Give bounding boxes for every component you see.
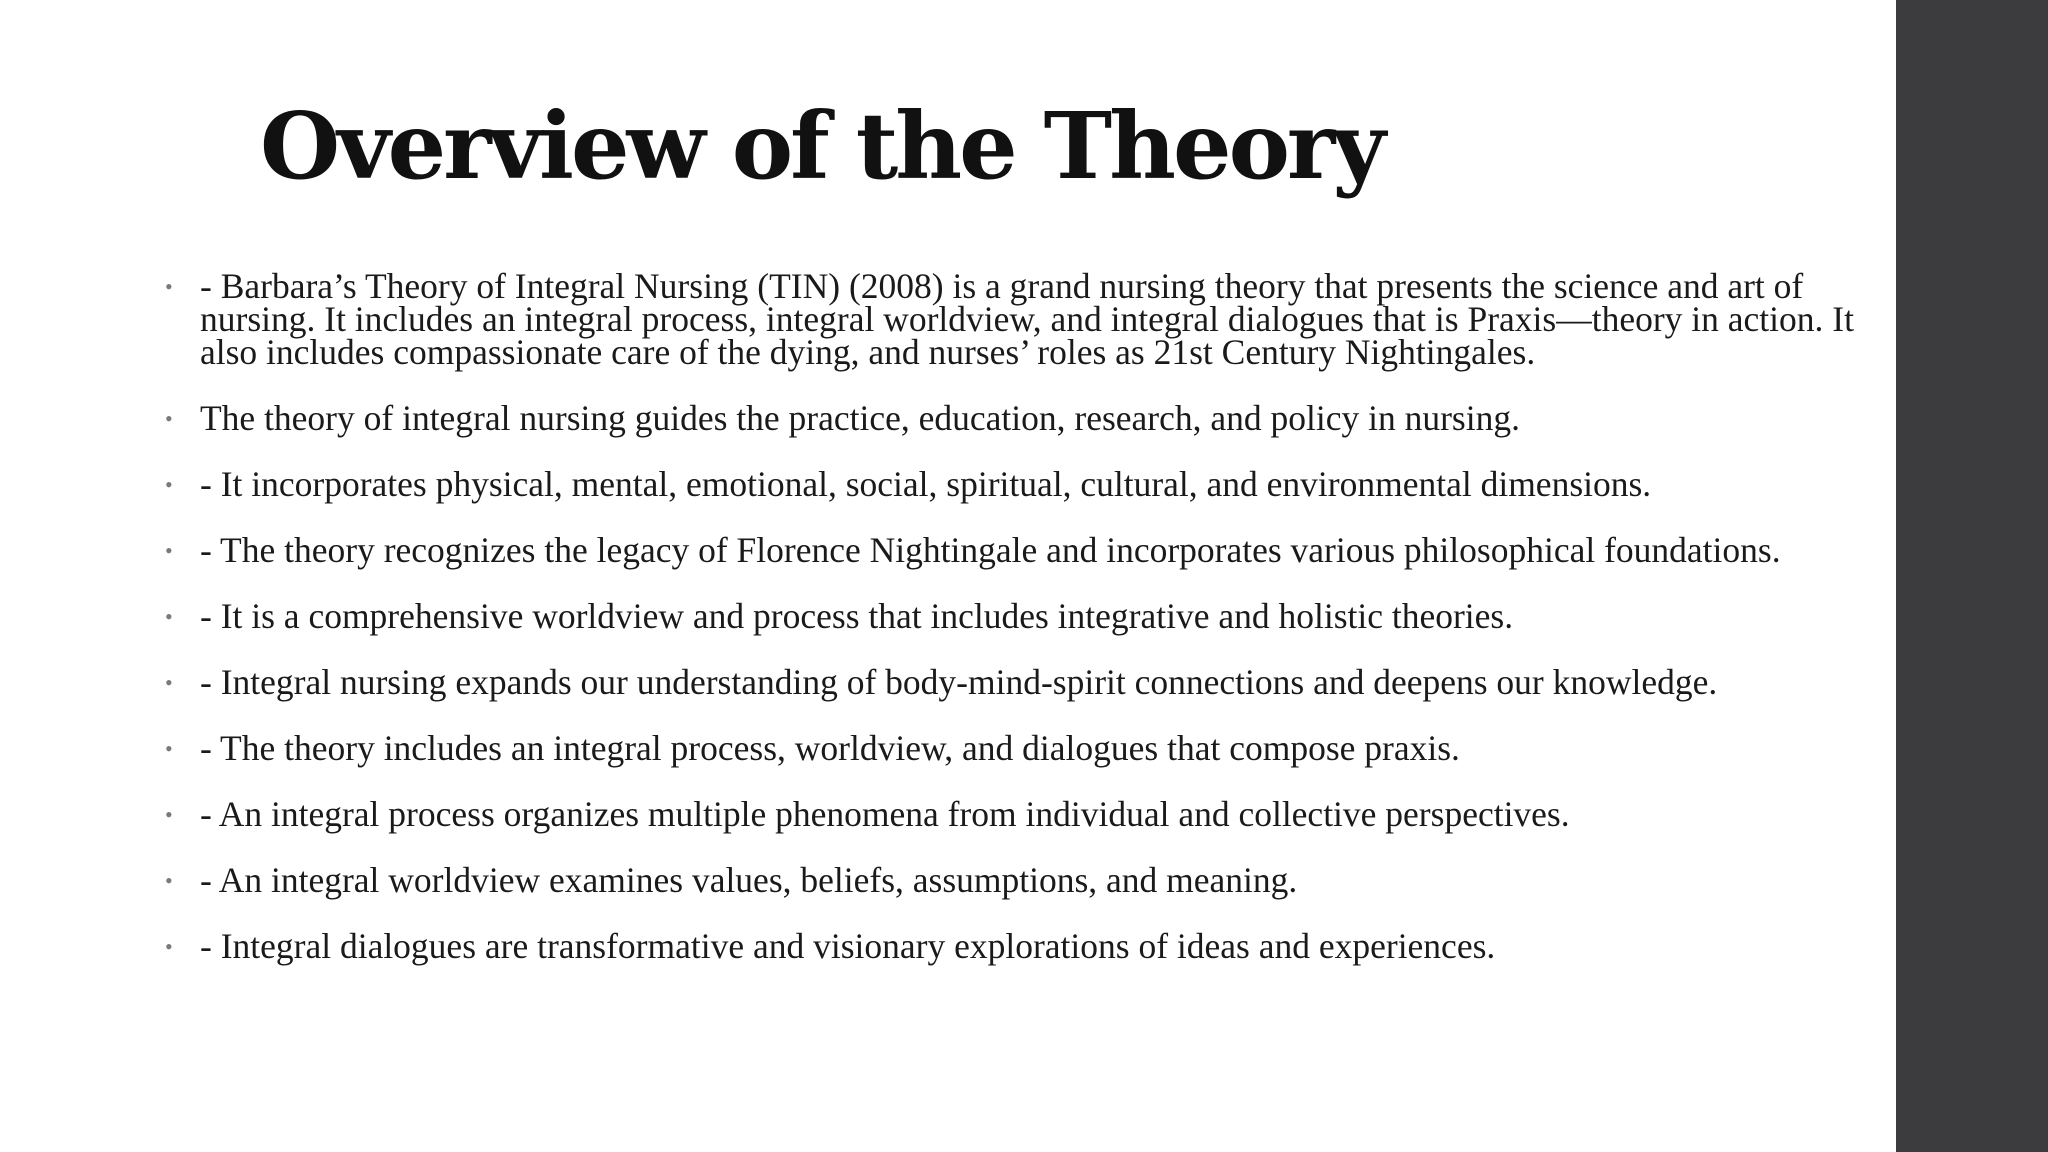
slide-title: Overview of the Theory <box>260 92 1383 200</box>
bullet-text: - Integral dialogues are transformative and visionary explorations of ideas and experiences. <box>200 926 1496 966</box>
bullet-text: The theory of integral nursing guides the practice, education, research, and policy in nursing. <box>200 398 1520 438</box>
bullet-dot-icon: • <box>165 736 173 761</box>
bullet-item <box>165 266 1855 372</box>
bullet-dot-icon: • <box>165 802 173 827</box>
bullet-item <box>165 662 1855 702</box>
bullet-item <box>165 398 1855 438</box>
bullet-dot-icon: • <box>165 406 173 431</box>
bullet-text: - An integral worldview examines values, beliefs, assumptions, and meaning. <box>200 860 1298 900</box>
bullet-dot-icon: • <box>165 472 173 497</box>
bullet-item <box>165 596 1855 636</box>
bullet-text: - The theory recognizes the legacy of Florence Nightingale and incorporates various philosophical foundations. <box>200 530 1781 570</box>
bullet-item <box>165 926 1855 966</box>
bullet-text: - It is a comprehensive worldview and process that includes integrative and holistic theories. <box>200 596 1514 636</box>
bullet-item <box>165 464 1855 504</box>
bullet-text: - Integral nursing expands our understanding of body-mind-spirit connections and deepens our knowledge. <box>200 662 1718 702</box>
slide-side-bar <box>1896 0 2048 1152</box>
bullet-text: - The theory includes an integral process, worldview, and dialogues that compose praxis. <box>200 728 1460 768</box>
bullet-list <box>165 266 1855 996</box>
bullet-dot-icon: • <box>165 604 173 629</box>
bullet-item <box>165 794 1855 834</box>
bullet-text: - Barbara’s Theory of Integral Nursing (TIN) (2008) is a grand nursing theory that presents the science and art of nursing. It includes an integral process, integral worldview, and integral dialogues that is Praxis—theory in action. It also includes compassionate care of the dying, and nurses’ roles as 21st Century Nightingales. <box>200 266 1854 372</box>
bullet-dot-icon: • <box>165 868 173 893</box>
bullet-text: - An integral process organizes multiple phenomena from individual and collective perspectives. <box>200 794 1570 834</box>
bullet-dot-icon: • <box>165 538 173 563</box>
bullet-dot-icon: • <box>165 934 173 959</box>
bullet-dot-icon: • <box>165 274 173 299</box>
bullet-item <box>165 728 1855 768</box>
bullet-dot-icon: • <box>165 670 173 695</box>
bullet-item <box>165 530 1855 570</box>
bullet-item <box>165 860 1855 900</box>
bullet-text: - It incorporates physical, mental, emotional, social, spiritual, cultural, and environmental dimensions. <box>200 464 1652 504</box>
